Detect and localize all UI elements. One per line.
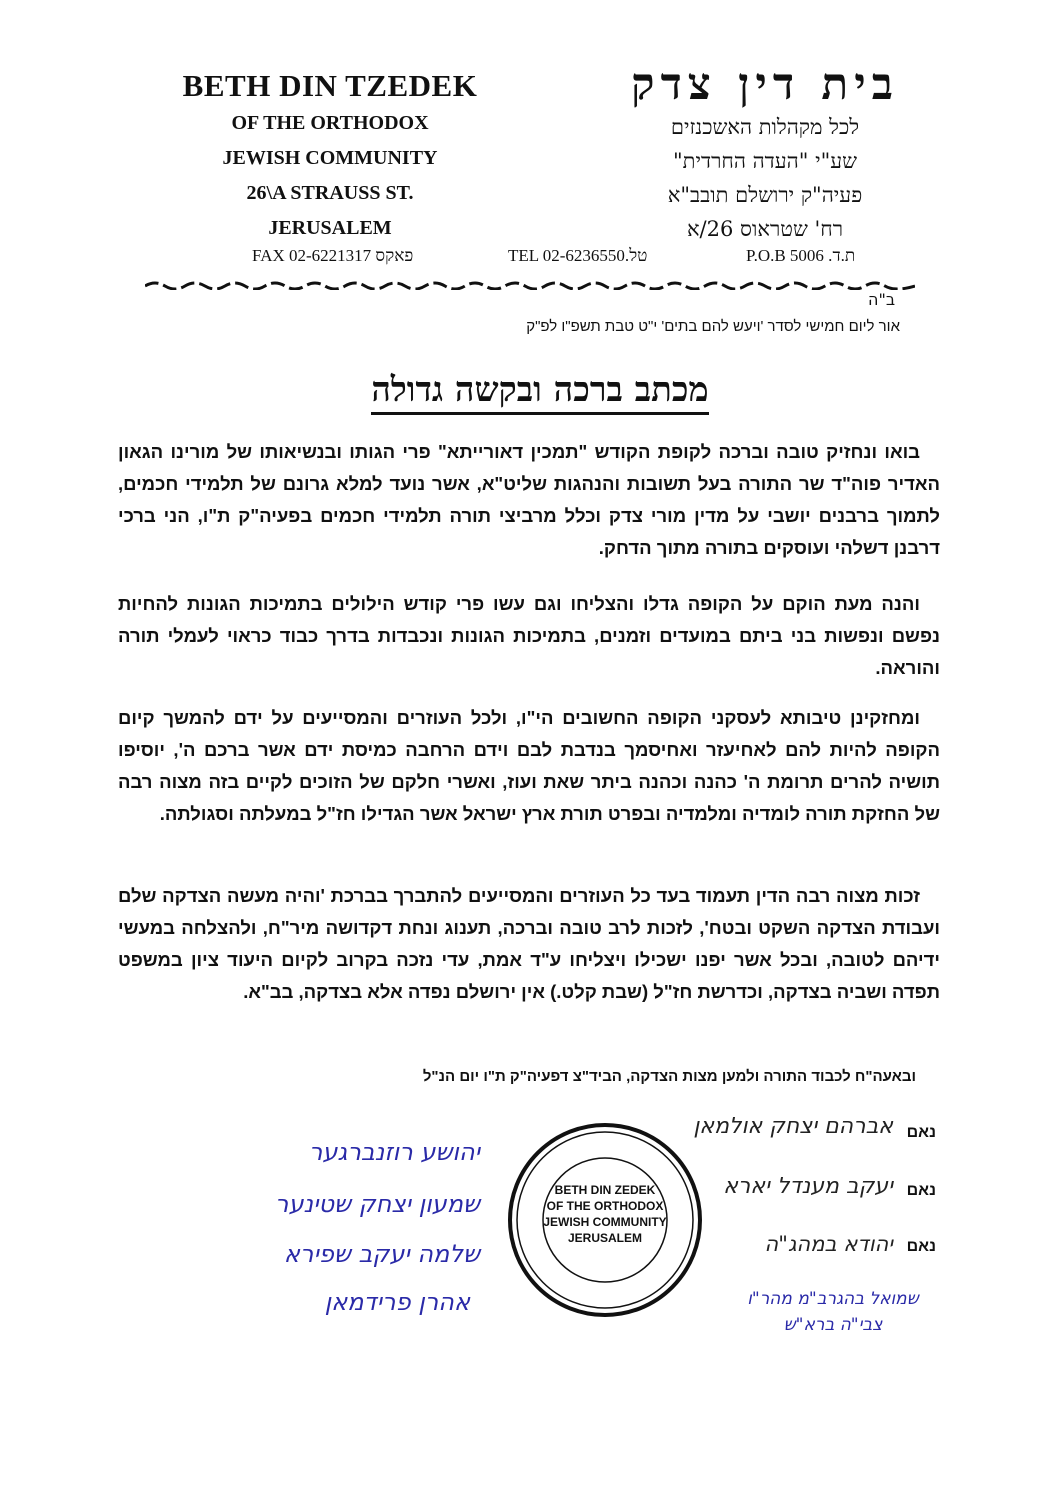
wavy-divider <box>145 278 915 290</box>
stamp-line: JEWISH COMMUNITY <box>543 1215 667 1229</box>
stamp-line: BETH DIN ZEDEK <box>554 1183 656 1197</box>
paragraph-text: והנה מעת הוקם על הקופה גדלו והצליחו וגם עשו פרי קודש הילולים בתמיכות הגונות להחיות נפשם ונפשות בני ביתם במועדים וזמנים, בתמיכות הגונות ונכבדות בדרך כבוד כראוי לעמלי תורה והוראה. <box>118 593 940 678</box>
hebrew-org-name: בית דין צדק <box>631 59 899 110</box>
handwritten-signature: אהרן פרידמאן <box>324 1288 470 1316</box>
english-address: 26\A STRAUSS ST. <box>246 182 414 204</box>
hebrew-dateline: אור ליום חמישי לסדר 'ויעש להם בתים' י"ט טבת תשפ"ו לפ"ק <box>526 318 900 335</box>
document-title <box>300 370 780 410</box>
handwritten-signature: אברהם יצחק אולמאן <box>693 1114 893 1139</box>
body-paragraph <box>118 702 940 830</box>
english-org-name: BETH DIN TZEDEK <box>182 68 478 103</box>
paragraph-text: זכות מצוה רבה הדין תעמוד בעד כל העוזרים והמסייעים להתברך בברכת 'והיה מעשה הצדקה שלם ועבודת הצדקה השקט ובטח', לזכות לרב טובה וברכה, תענוג ונחת דקדושה מיר"ח, ולהצלחה במעשי ידיהם לטובה, ובכל אשר יפנו ישכילו ויצליחו ע"ד אמת, עדי נזכה בקרוב לקיום היעוד ציון במשפט תפדה ושביה בצדקה, וכדרשת חז"ל (שבת קלט.) אין ירושלם נפדה אלא בצדקה, בב"א. <box>118 885 940 1002</box>
closing-line: ובאעה"ח לכבוד התורה ולמען מצות הצדקה, הביד"צ דפעיה"ק ת"ו יום הנ"ל <box>422 1068 916 1085</box>
hebrew-letterhead-line: פעיה"ק ירושלם תובב"א <box>667 183 863 207</box>
body-paragraph <box>118 588 940 684</box>
handwritten-signature: יעקב מענדל יארא <box>723 1174 893 1199</box>
document-title-text: מכתב ברכה ובקשה גדולה <box>371 370 708 415</box>
hebrew-letterhead-line: שע"י "העדה החרדית" <box>673 149 857 173</box>
body-paragraph <box>118 436 940 564</box>
handwritten-signature: יהושע רוזנברגער <box>308 1138 480 1166</box>
stamp-line: OF THE ORTHODOX <box>546 1199 664 1213</box>
signature-label: נאם <box>906 1182 936 1199</box>
hebrew-letterhead-line: לכל מקהלות האשכנזים <box>670 115 860 139</box>
english-letterhead-line: OF THE ORTHODOX <box>231 112 429 134</box>
hebrew-address: רח' שטראוס 26/א <box>686 217 844 241</box>
body-paragraph <box>118 880 940 1008</box>
handwritten-signature: שלמה יעקב שפירא <box>283 1240 480 1268</box>
handwritten-signature: שמעון יצחק שטינער <box>274 1190 480 1218</box>
contact-row <box>0 246 1058 272</box>
official-stamp <box>505 1120 705 1320</box>
handwritten-signature: שמואל בהגרב"מ מהר"ו צבי"ה ברא"ש <box>747 1289 919 1335</box>
english-letterhead <box>130 66 530 246</box>
paragraph-text: בואו ונחזיק טובה וברכה לקופת הקודש "תמכין דאורייתא" פרי הגותו ובנשיאותו של מורינו הגאון האדיר פוה"ד שר התורה בעל תשובות והנהגות שליט"א, אשר נועד למלא גרונם של תלמידי חכמים, לתמוך ברבנים יושבי על מדין מורי צדק וכלל מרביצי תורה תלמידי חכמים בפעיה"ק ת"ו, הני ברכי דרבנן דשלהי ועוסקים בתורה מתוך הדחק. <box>118 441 940 558</box>
stamp-line: JERUSALEM <box>567 1231 642 1245</box>
po-box: P.O.B 5006 .ת.ד <box>746 246 856 265</box>
bh-mark: ב"ה <box>868 290 896 309</box>
signature-label: נאם <box>906 1238 936 1255</box>
english-letterhead-line: JEWISH COMMUNITY <box>222 147 438 169</box>
fax-number: FAX 02-6221317 פאקס <box>252 246 414 265</box>
hebrew-letterhead <box>620 60 910 246</box>
signature-label: נאם <box>906 1124 936 1141</box>
english-city: JERUSALEM <box>268 217 392 239</box>
svg-text:בית דין צדק לכל מקהלות האשכנזי <box>505 1120 510 1124</box>
stamp-inner-text <box>535 1182 675 1246</box>
tel-number: TEL 02-6236550.טל <box>508 246 648 265</box>
paragraph-text: ומחזקינן טיבותא לעסקני הקופה החשובים הי"ו, ולכל העוזרים והמסייעים על ידם להמשך קיום הקופה להיות להם לאחיעזר ואחיסמך בנדבת לבם וידם הרחבה כמיסת ידם אשר ברכם ה', יוסיפו תושיה להרים תרומת ה' כהנה וכהנה ביתר שאת ועוז, ואשרי חלקם של הזוכים לקיים בזה מצוה רבה של החזקת תורה לומדיה ומלמדיה ובפרט תורת ארץ ישראל אשר הגדילו חז"ל במעלתה וסגולתה. <box>118 707 940 824</box>
handwritten-signature: יהודא במהג"ה <box>764 1232 893 1256</box>
